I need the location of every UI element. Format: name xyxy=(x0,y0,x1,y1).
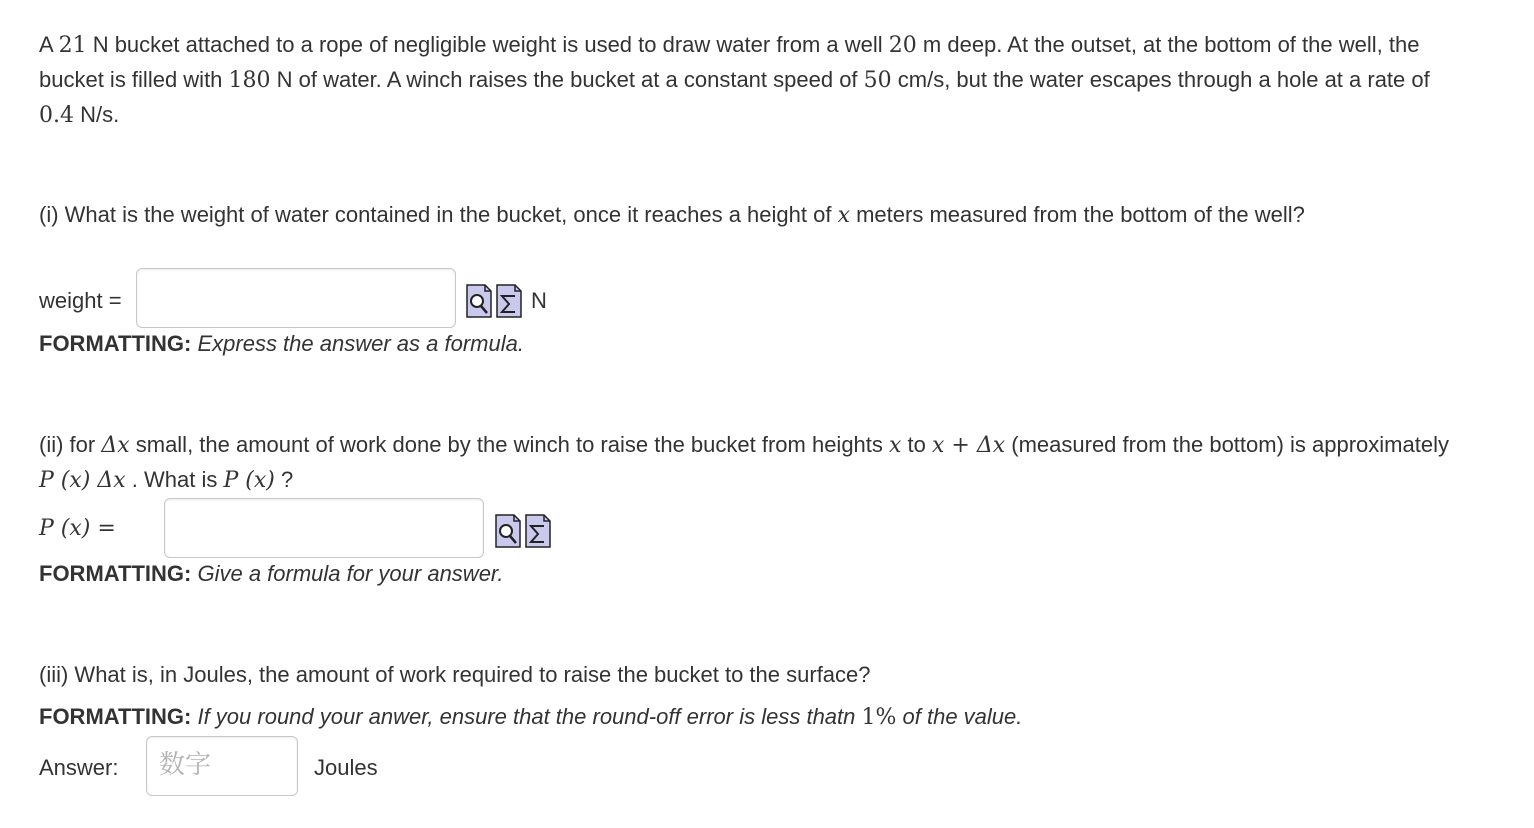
formatting-hint: of the value. xyxy=(896,704,1023,729)
weight-unit: N xyxy=(531,288,547,313)
formatting-label: FORMATTING: xyxy=(39,561,192,586)
equation-editor-icon[interactable] xyxy=(496,284,522,318)
part2-question xyxy=(39,428,1459,498)
problem-text: N bucket attached to a rope of negligible weight is used to draw water from a well xyxy=(86,32,889,57)
weight-label: weight = xyxy=(39,288,122,313)
problem-text: N/s. xyxy=(74,102,120,127)
formatting-hint: If you round your anwer, ensure that the round-off error is less thatn xyxy=(197,704,862,729)
formatting-label: FORMATTING: xyxy=(39,704,192,729)
bucket-weight-value: 21 xyxy=(58,33,87,58)
answer-label: Answer: xyxy=(39,755,119,780)
math-expression: x + Δx xyxy=(932,433,1006,458)
px-label: P (x) = xyxy=(39,516,116,541)
weight-input[interactable] xyxy=(137,269,455,327)
part1-formatting xyxy=(39,327,524,361)
part3-question xyxy=(39,658,1459,692)
problem-text: N of water. A winch raises the bucket at a constant speed of xyxy=(270,67,864,92)
question-text: meters measured from the bottom of the well? xyxy=(849,202,1305,227)
water-weight-value: 180 xyxy=(228,68,271,93)
answer-unit: Joules xyxy=(314,755,378,780)
preview-icon[interactable] xyxy=(466,284,492,318)
question-text: small, the amount of work done by the winch to raise the bucket from heights xyxy=(129,432,890,457)
question-text: (i) What is the weight of water contained in the bucket, once it reaches a height of xyxy=(39,202,838,227)
weight-field[interactable] xyxy=(136,268,456,328)
answer-field[interactable] xyxy=(146,736,298,796)
problem-text: A xyxy=(39,32,59,57)
leak-rate-value: 0.4 xyxy=(39,103,74,128)
percent-value: 1% xyxy=(861,705,897,730)
well-depth-value: 20 xyxy=(888,33,917,58)
question-text: (ii) for xyxy=(39,432,102,457)
math-expression: P (x) xyxy=(223,468,275,493)
equation-editor-icon[interactable] xyxy=(525,514,551,548)
px-input[interactable] xyxy=(165,499,483,557)
problem-text: cm/s, but the water escapes through a hole at a rate of xyxy=(891,67,1430,92)
part3-formatting xyxy=(39,700,1022,735)
preview-icon[interactable] xyxy=(495,514,521,548)
answer-input[interactable] xyxy=(147,737,297,795)
math-expression: P (x) Δx xyxy=(39,468,126,493)
formatting-hint: Express the answer as a formula. xyxy=(197,331,524,356)
problem-text: m deep. At the outset, at the bottom of the well, the bucket is filled with xyxy=(39,32,1420,92)
question-text: to xyxy=(901,432,933,457)
speed-value: 50 xyxy=(863,68,892,93)
question-text: . What is xyxy=(125,467,224,492)
question-text: ? xyxy=(274,467,294,492)
math-variable: x xyxy=(837,203,850,228)
problem-statement xyxy=(39,28,1459,133)
formatting-hint: Give a formula for your answer. xyxy=(197,561,504,586)
px-field[interactable] xyxy=(164,498,484,558)
math-variable: x xyxy=(889,433,902,458)
part2-formatting xyxy=(39,557,504,591)
part1-question xyxy=(39,198,1459,233)
question-text: (iii) What is, in Joules, the amount of work required to raise the bucket to the surface? xyxy=(39,662,871,687)
math-expression: Δx xyxy=(101,433,130,458)
formatting-label: FORMATTING: xyxy=(39,331,192,356)
question-text: (measured from the bottom) is approximately xyxy=(1005,432,1449,457)
